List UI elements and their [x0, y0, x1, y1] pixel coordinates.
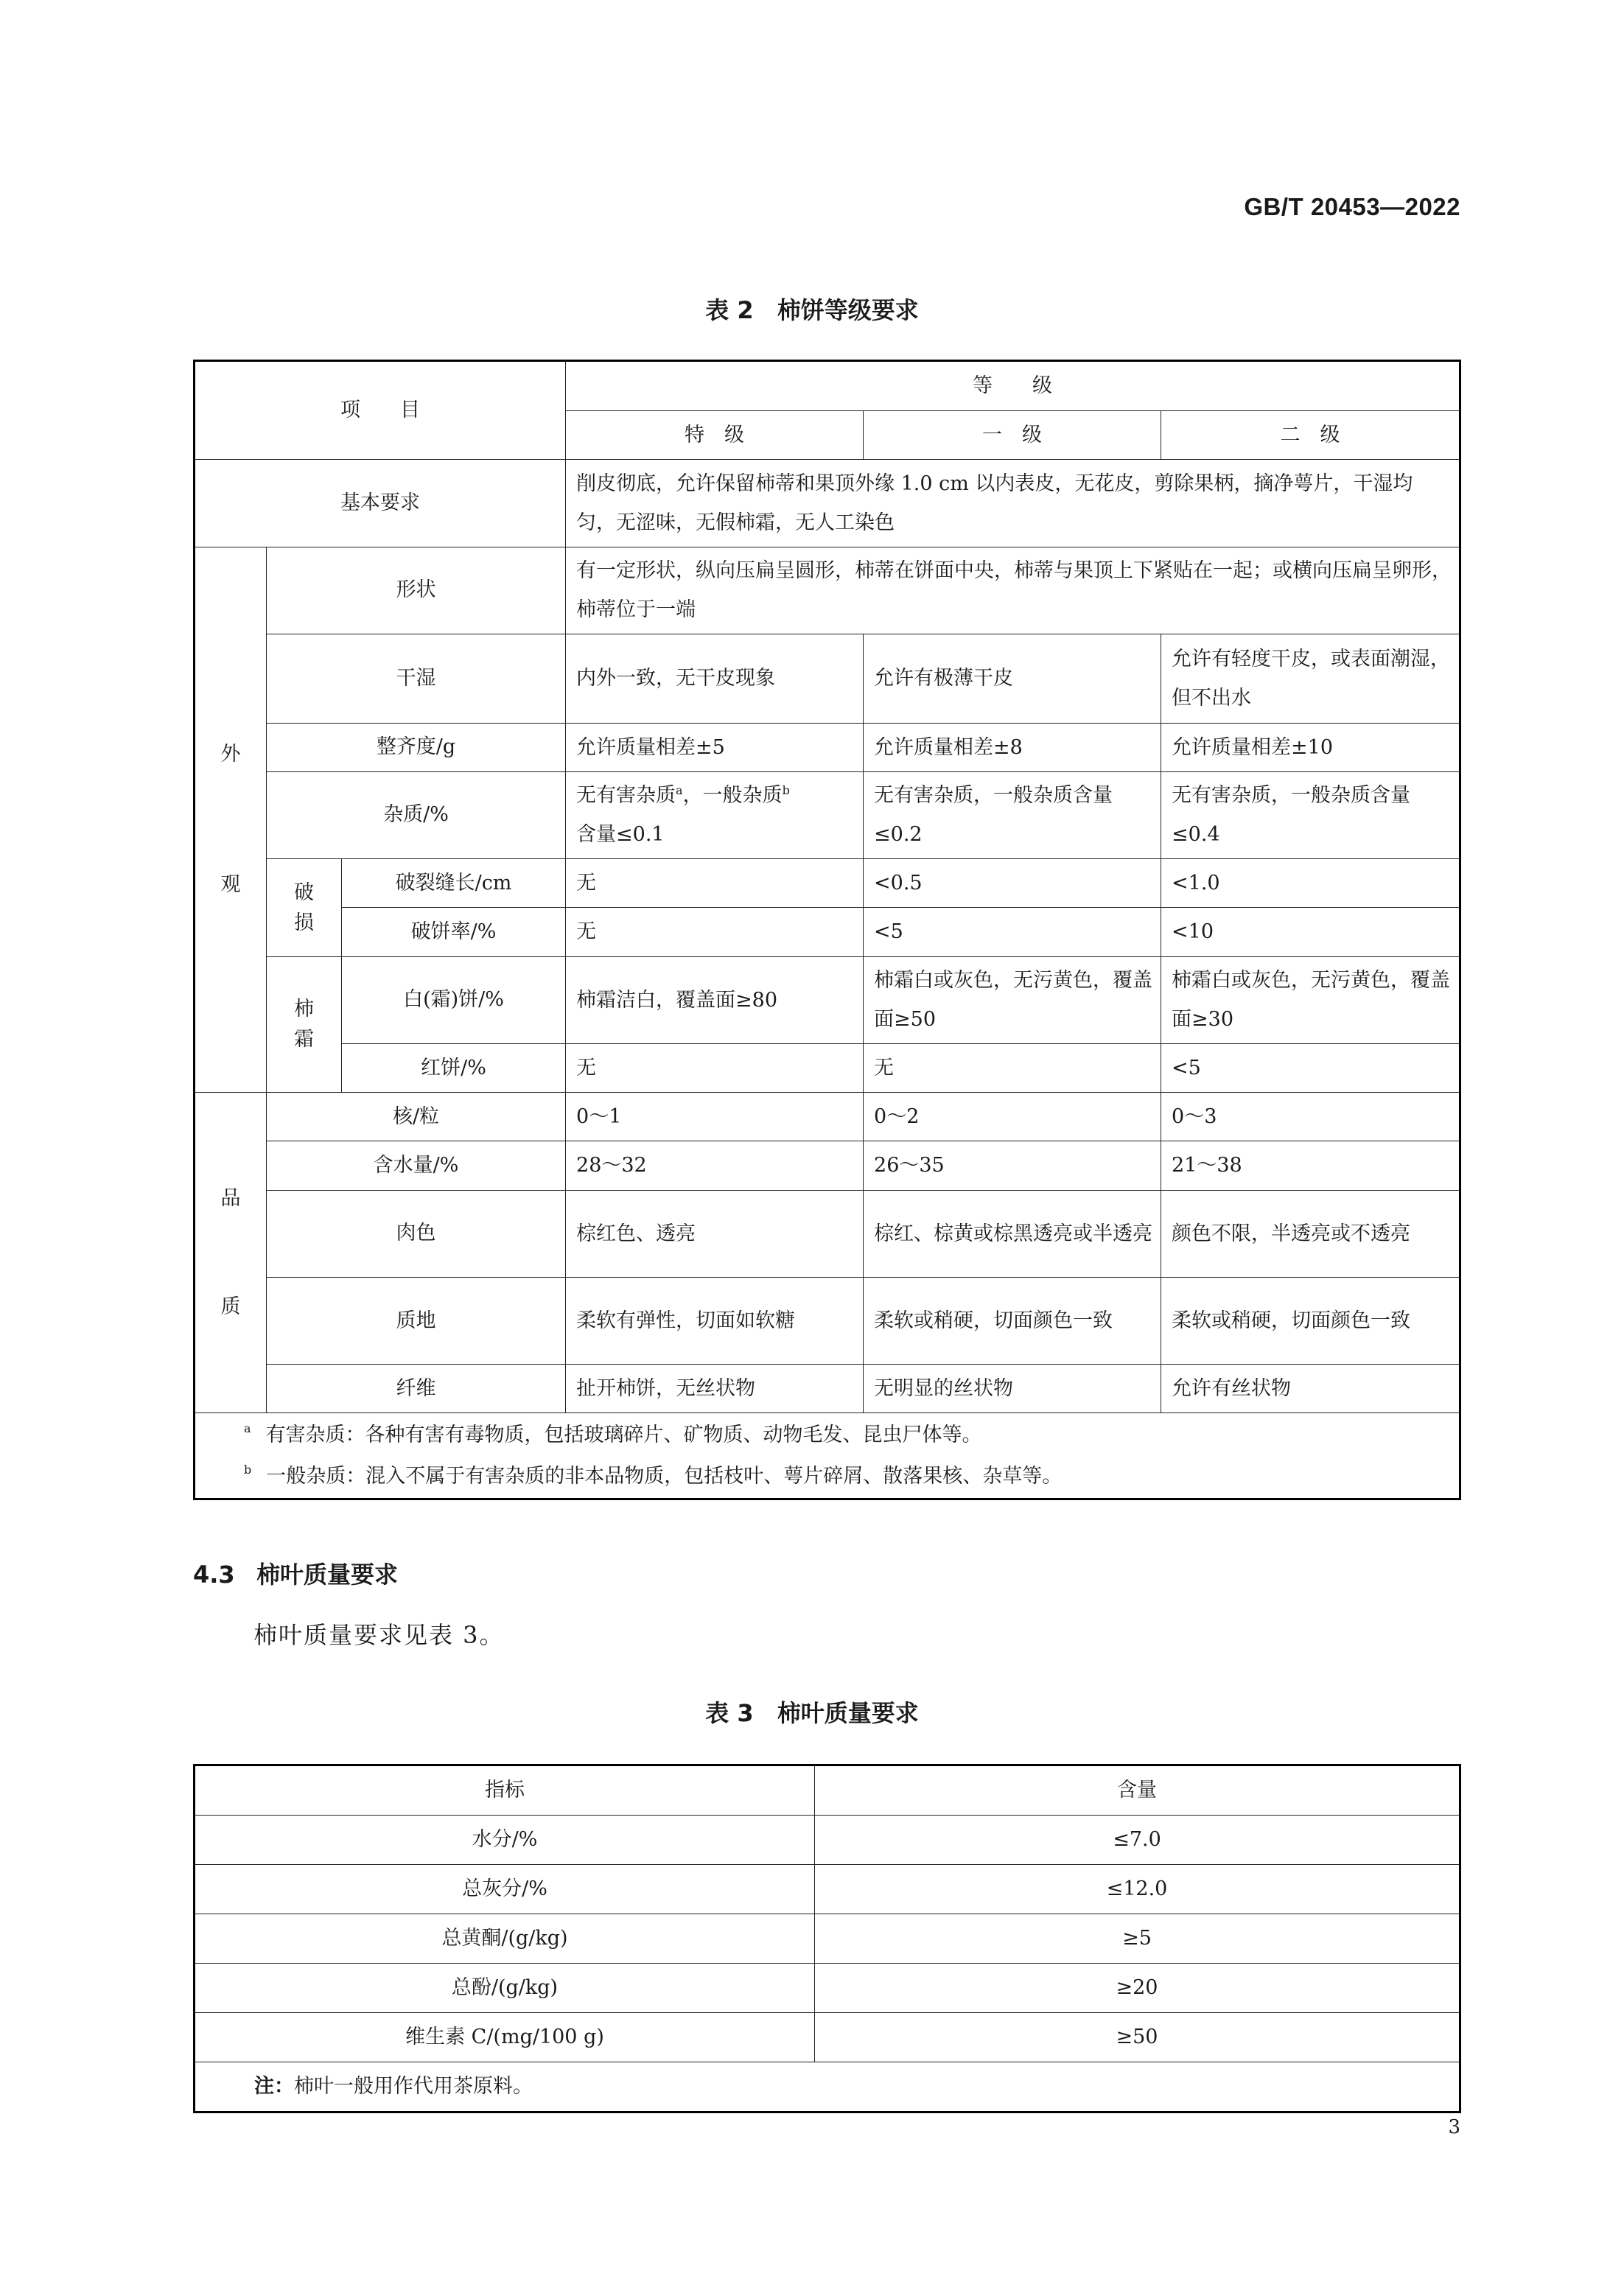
- indicator-value: ≥50: [815, 2013, 1460, 2062]
- moisture-first: 26～35: [864, 1141, 1161, 1190]
- broken-rate-special: 无: [566, 908, 864, 956]
- appearance-group-label: 外 观: [195, 547, 267, 1092]
- flesh-color-label: 肉色: [267, 1190, 566, 1277]
- texture-second: 柔软或稍硬，切面颜色一致: [1161, 1277, 1460, 1364]
- kernel-label: 核/粒: [267, 1093, 566, 1141]
- table-row: [195, 771, 1460, 858]
- table-row: [195, 1914, 1460, 1964]
- table-row: [195, 1093, 1460, 1141]
- header-item: 项 目: [195, 361, 566, 460]
- kernel-special: 0～1: [566, 1093, 864, 1141]
- fiber-special: 扯开柿饼，无丝状物: [566, 1365, 864, 1413]
- table-row: [195, 1277, 1460, 1364]
- table-row: [195, 1365, 1460, 1413]
- kernel-second: 0～3: [1161, 1093, 1460, 1141]
- basic-requirement-label: 基本要求: [195, 460, 566, 547]
- table-row: [195, 2013, 1460, 2062]
- table-row: [195, 859, 1460, 908]
- crack-length-second: <1.0: [1161, 859, 1460, 908]
- standard-code: GB/T 20453—2022: [1244, 193, 1460, 220]
- white-frost-special: 柿霜洁白，覆盖面≥80: [566, 956, 864, 1043]
- footnotes-cell: [195, 1413, 1460, 1499]
- shape-text: 有一定形状，纵向压扁呈圆形，柿蒂在饼面中央，柿蒂与果顶上下紧贴在一起；或横向压扁呈卵形，柿蒂位于一端: [566, 547, 1460, 634]
- white-frost-second: 柿霜白或灰色，无污黄色，覆盖面≥30: [1161, 956, 1460, 1043]
- flesh-color-second: 颜色不限，半透亮或不透亮: [1161, 1190, 1460, 1277]
- note-label: 注：: [254, 2075, 294, 2098]
- table-row: [195, 723, 1460, 771]
- table3-note: [195, 2062, 1460, 2112]
- indicator-value: ≥20: [815, 1964, 1460, 2013]
- crack-length-label: 破裂缝长/cm: [342, 859, 566, 908]
- table-row: [195, 1141, 1460, 1190]
- flesh-color-first: 棕红、棕黄或棕黑透亮或半透亮: [864, 1190, 1161, 1277]
- quality-group-label: 品 质: [195, 1093, 267, 1413]
- indicator-name: 维生素 C/(mg/100 g): [195, 2013, 815, 2062]
- dryness-label: 干湿: [267, 634, 566, 723]
- table-row: [195, 956, 1460, 1043]
- footnote-b: $^b$ 一般杂质：混入不属于有害杂质的非本品物质，包括枝叶、萼片碎屑、散落果核、杂草等。: [244, 1462, 1063, 1488]
- texture-label: 质地: [267, 1277, 566, 1364]
- fiber-label: 纤维: [267, 1365, 566, 1413]
- moisture-special: 28～32: [566, 1141, 864, 1190]
- red-cake-first: 无: [864, 1043, 1161, 1092]
- frost-group-label: 柿 霜: [267, 956, 342, 1093]
- red-cake-second: <5: [1161, 1043, 1460, 1092]
- section-heading: [193, 1556, 398, 1590]
- broken-rate-label: 破饼率/%: [342, 908, 566, 956]
- table2-grade-requirements: [193, 360, 1461, 1500]
- uniformity-first: 允许质量相差±8: [864, 723, 1161, 771]
- white-frost-label: 白(霜)饼/%: [342, 956, 566, 1043]
- fiber-second: 允许有丝状物: [1161, 1365, 1460, 1413]
- dryness-first: 允许有极薄干皮: [864, 634, 1161, 723]
- moisture-label: 含水量/%: [267, 1141, 566, 1190]
- table-row: [195, 1043, 1460, 1092]
- red-cake-special: 无: [566, 1043, 864, 1092]
- header-grade: 等 级: [566, 361, 1460, 411]
- shape-label: 形状: [267, 547, 566, 634]
- table-row: [195, 1865, 1460, 1914]
- crack-length-first: <0.5: [864, 859, 1161, 908]
- table-row: [195, 1190, 1460, 1277]
- header-grade-first: 一 级: [864, 411, 1161, 460]
- footnote-a: $^a$ 有害杂质：各种有害有毒物质，包括玻璃碎片、矿物质、动物毛发、昆虫尸体等。: [244, 1421, 982, 1446]
- table-row: [195, 908, 1460, 956]
- header-indicator: 指标: [195, 1765, 815, 1816]
- indicator-name: 总黄酮/(g/kg): [195, 1914, 815, 1964]
- damage-group-label: 破 损: [267, 859, 342, 956]
- white-frost-first: 柿霜白或灰色，无污黄色，覆盖面≥50: [864, 956, 1161, 1043]
- table-row: [195, 1964, 1460, 2013]
- indicator-value: ≤12.0: [815, 1865, 1460, 1914]
- header-content: 含量: [815, 1765, 1460, 1816]
- table-footnotes: [195, 1413, 1460, 1499]
- header-grade-special: 特 级: [566, 411, 864, 460]
- table-row: [195, 634, 1460, 723]
- dryness-special: 内外一致，无干皮现象: [566, 634, 864, 723]
- kernel-first: 0～2: [864, 1093, 1161, 1141]
- indicator-name: 水分/%: [195, 1816, 815, 1865]
- texture-special: 柔软有弹性，切面如软糖: [566, 1277, 864, 1364]
- section-title: 柿叶质量要求: [256, 1561, 399, 1589]
- section-number: 4.3: [193, 1561, 235, 1589]
- impurity-special: 无有害杂质$^a$，一般杂质$^b$ 含量≤0.1: [566, 771, 864, 858]
- section-paragraph: 柿叶质量要求见表 3。: [253, 1621, 505, 1649]
- broken-rate-second: <10: [1161, 908, 1460, 956]
- page-number: 3: [1448, 2116, 1460, 2138]
- moisture-second: 21～38: [1161, 1141, 1460, 1190]
- indicator-value: ≤7.0: [815, 1816, 1460, 1865]
- fiber-first: 无明显的丝状物: [864, 1365, 1161, 1413]
- flesh-color-special: 棕红色、透亮: [566, 1190, 864, 1277]
- indicator-value: ≥5: [815, 1914, 1460, 1964]
- indicator-name: 总酚/(g/kg): [195, 1964, 815, 2013]
- texture-first: 柔软或稍硬，切面颜色一致: [864, 1277, 1161, 1364]
- table-row: [195, 460, 1460, 547]
- basic-requirement-text: 削皮彻底，允许保留柿蒂和果顶外缘 1.0 cm 以内表皮，无花皮，剪除果柄，摘净萼片，干湿均匀，无涩味，无假柿霜，无人工染色: [566, 460, 1460, 547]
- red-cake-label: 红饼/%: [342, 1043, 566, 1092]
- table3-caption: 表 3 柿叶质量要求: [705, 1699, 919, 1727]
- impurity-label: 杂质/%: [267, 771, 566, 858]
- impurity-first: 无有害杂质，一般杂质含量≤0.2: [864, 771, 1161, 858]
- note-text: 柿叶一般用作代用茶原料。: [294, 2075, 533, 2098]
- impurity-second: 无有害杂质，一般杂质含量≤0.4: [1161, 771, 1460, 858]
- indicator-name: 总灰分/%: [195, 1865, 815, 1914]
- broken-rate-first: <5: [864, 908, 1161, 956]
- crack-length-special: 无: [566, 859, 864, 908]
- uniformity-label: 整齐度/g: [267, 723, 566, 771]
- dryness-second: 允许有轻度干皮，或表面潮湿，但不出水: [1161, 634, 1460, 723]
- table2-caption: 表 2 柿饼等级要求: [705, 296, 919, 324]
- header-grade-second: 二 级: [1161, 411, 1460, 460]
- uniformity-second: 允许质量相差±10: [1161, 723, 1460, 771]
- table-row: [195, 547, 1460, 634]
- uniformity-special: 允许质量相差±5: [566, 723, 864, 771]
- table3-leaf-quality: [193, 1764, 1461, 2113]
- table-row: [195, 1816, 1460, 1865]
